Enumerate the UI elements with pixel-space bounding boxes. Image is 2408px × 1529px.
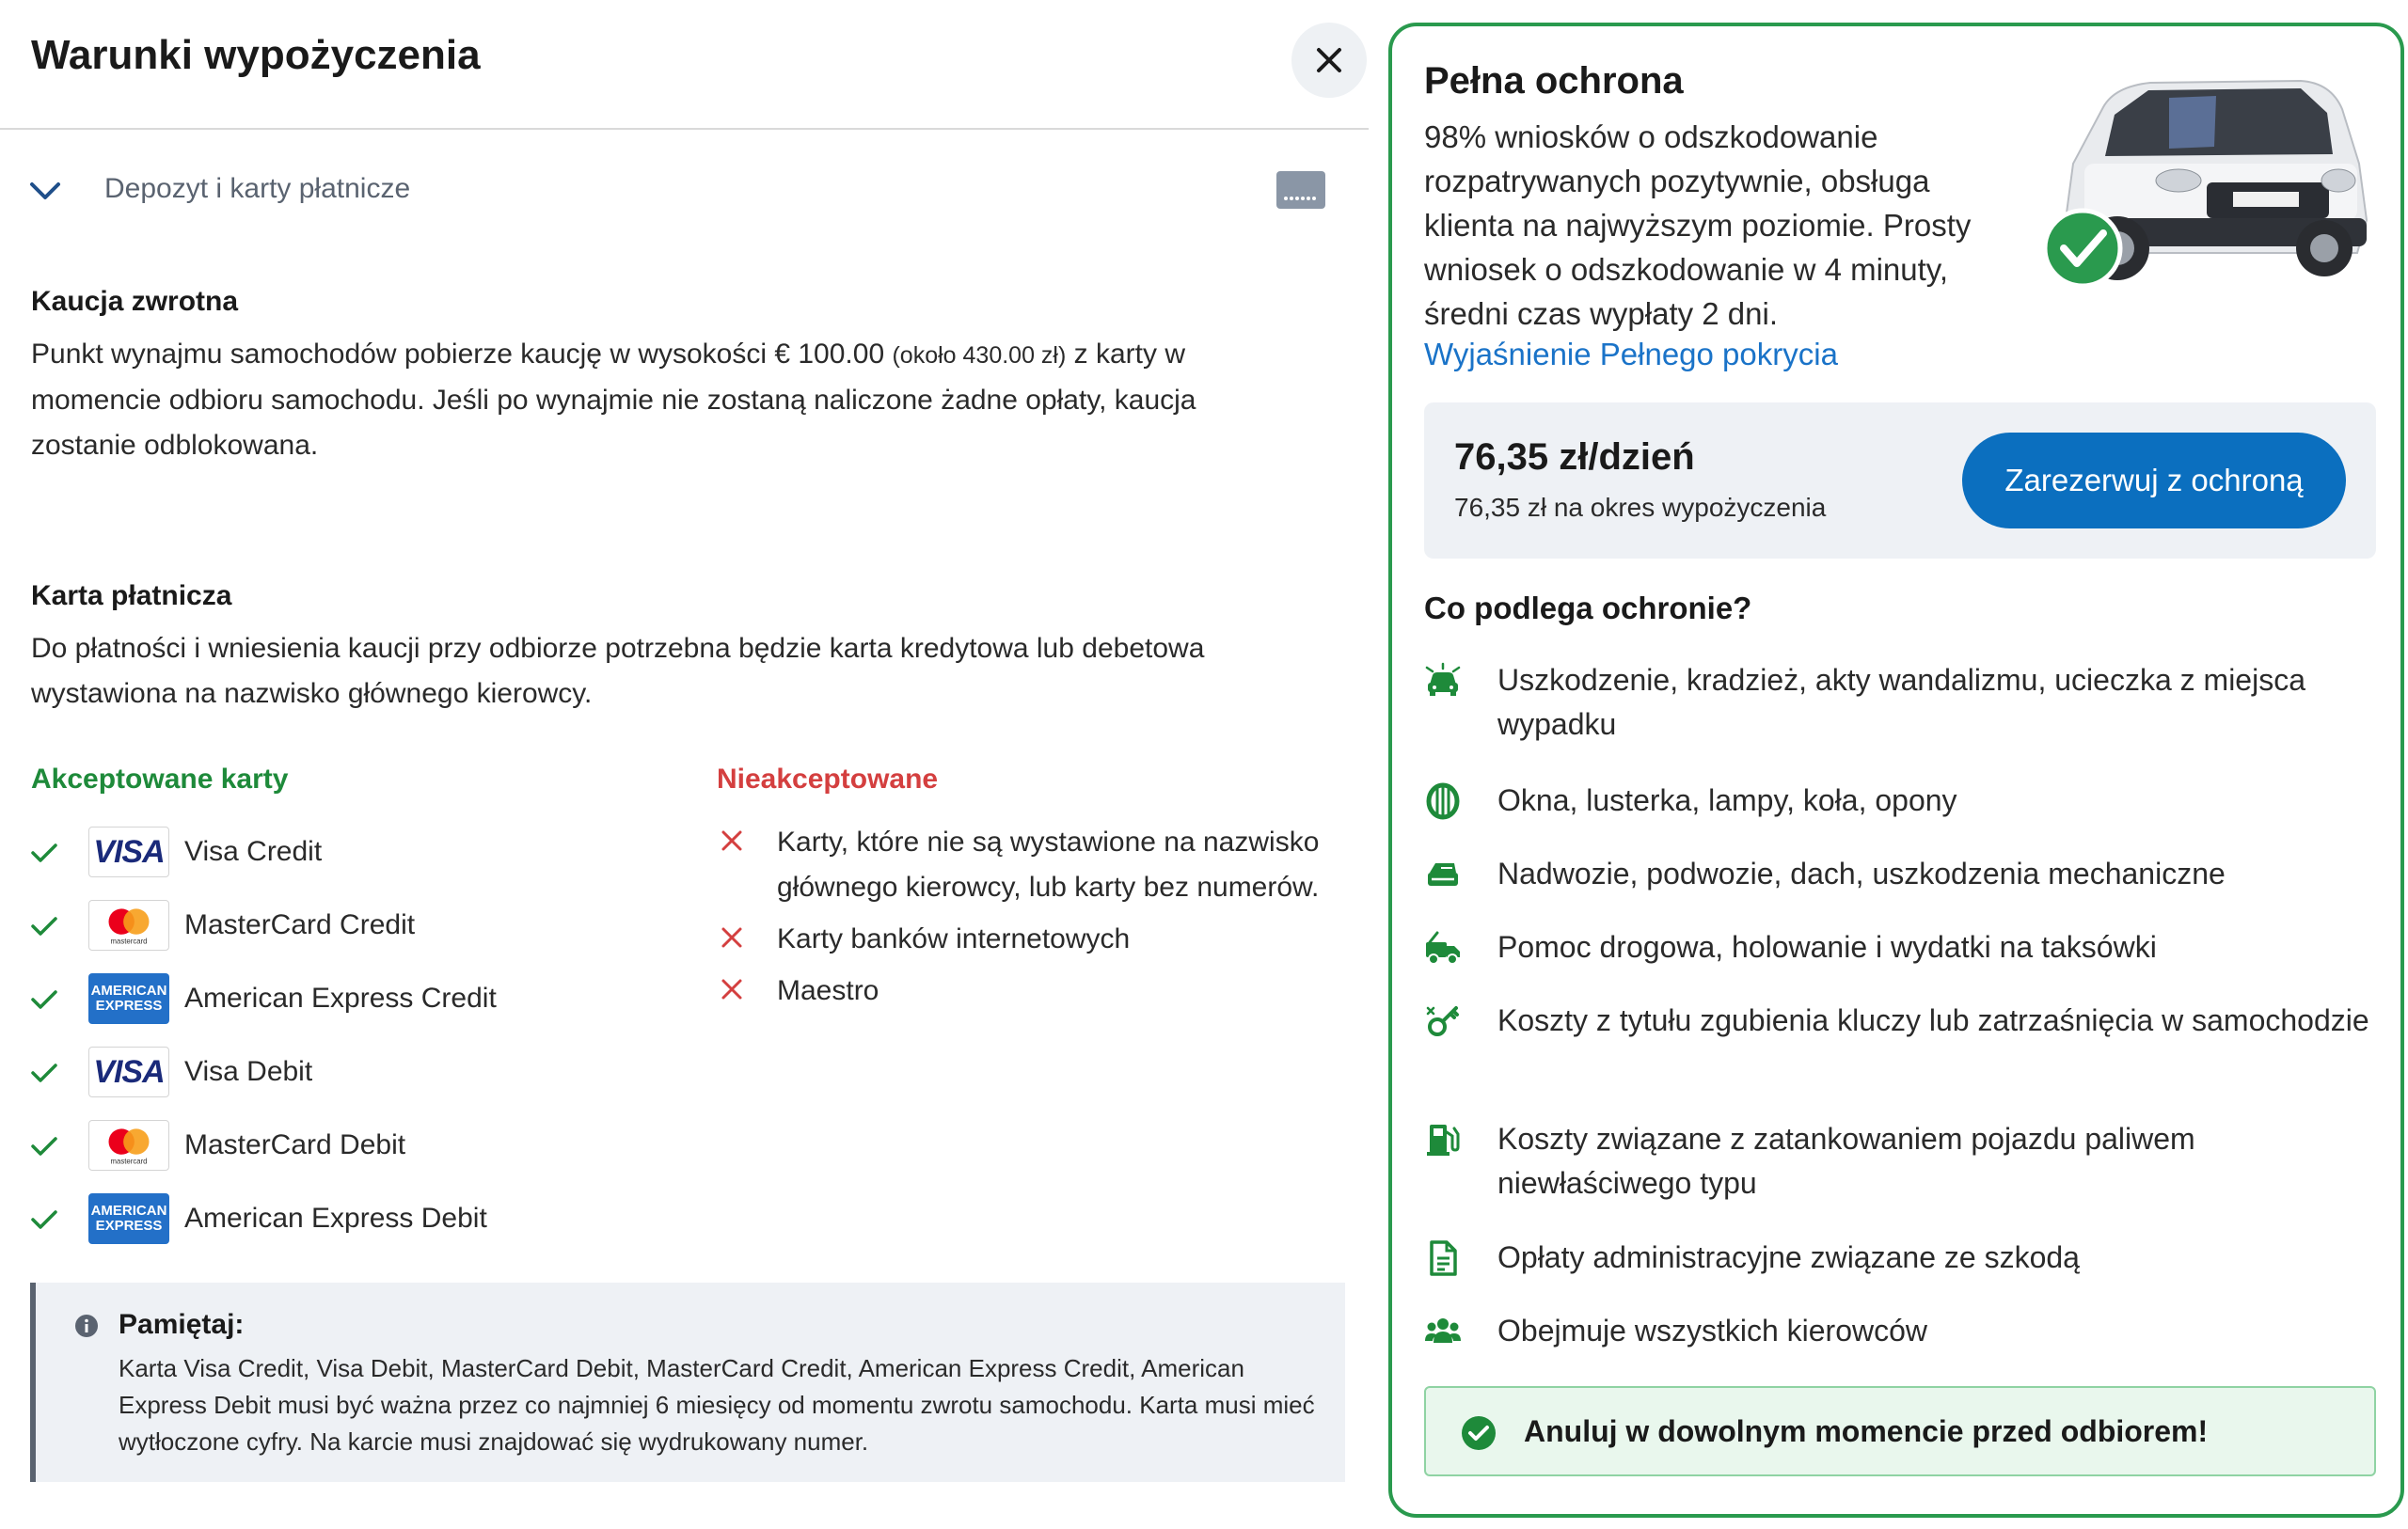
chevron-down-icon[interactable] <box>28 179 62 203</box>
check-icon <box>30 988 58 1011</box>
fuel-pump-icon <box>1424 1121 1462 1159</box>
book-with-protection-button[interactable]: Zarezerwuj z ochroną <box>1962 433 2346 528</box>
cross-icon <box>721 829 743 852</box>
coverage-text: Nadwozie, podwozie, dach, uszkodzenia mechaniczne <box>1497 857 2226 891</box>
payment-card-line2: wystawiona na nazwisko głównego kierowcy. <box>31 678 593 709</box>
visa-logo: VISA <box>88 827 169 877</box>
payment-card-line1: Do płatności i wniesienia kaucji przy odbiorze potrzebna będzie karta kredytowa lub debetowa <box>31 633 1205 664</box>
free-cancellation-banner <box>1424 1386 2376 1476</box>
mastercard-logo <box>88 1120 169 1171</box>
card-label: MasterCard Credit <box>184 909 416 940</box>
deposit-heading: Kaucja zwrotna <box>31 286 239 317</box>
car-image <box>2028 60 2376 305</box>
coverage-text: Uszkodzenie, kradzież, akty wandalizmu, ucieczka z miejsca wypadku <box>1497 663 2305 741</box>
tire-icon <box>1424 782 1462 820</box>
price-total: 76,35 zł na okres wypożyczenia <box>1454 493 1827 522</box>
deposit-text-line3: zostanie odblokowana. <box>31 430 319 461</box>
close-button[interactable] <box>1291 23 1367 98</box>
deposit-text-line1a: Punkt wynajmu samochodów pobierze kaucję w wysokości € 100.00 <box>31 339 885 370</box>
reminder-note <box>30 1283 1345 1482</box>
panel-header <box>0 0 1369 130</box>
tow-truck-icon <box>1424 929 1462 967</box>
accepted-card-item <box>30 1191 689 1246</box>
amex-logo: AMERICAN EXPRESS <box>88 1193 169 1244</box>
svg-text:mastercard: mastercard <box>110 1157 148 1166</box>
payment-card-heading: Karta płatnicza <box>31 580 232 611</box>
check-icon <box>30 842 58 864</box>
coverage-text: Obejmuje wszystkich kierowców <box>1497 1314 1928 1348</box>
rejected-card-item <box>721 917 1370 962</box>
card-label: Visa Credit <box>184 836 323 867</box>
payment-card-text <box>31 626 1204 717</box>
note-title: Pamiętaj: <box>119 1309 245 1340</box>
accepted-card-item <box>30 971 689 1026</box>
check-icon <box>30 915 58 938</box>
svg-text:mastercard: mastercard <box>110 937 148 946</box>
mastercard-logo <box>88 900 169 951</box>
deposit-accordion[interactable] <box>0 150 1369 231</box>
coverage-text: Opłaty administracyjne związane ze szkodą <box>1497 1240 2080 1274</box>
cross-icon <box>721 926 743 949</box>
note-text: Karta Visa Credit, Visa Debit, MasterCard Debit, MasterCard Credit, American Express Credit, American Express Debit musi być ważna przez co najmniej 6 miesięcy od momentu zwrotu samochodu. Karta musi mieć wytłoczone cyfry. Na karcie musi znajdować się wydrukowany numer. <box>119 1354 1315 1456</box>
accepted-cards-heading: Akceptowane karty <box>31 764 289 795</box>
info-icon <box>73 1313 100 1339</box>
check-icon <box>30 1208 58 1231</box>
accepted-card-item <box>30 1045 689 1099</box>
protection-description: 98% wniosków o odszkodowanie rozpatrywanych pozytywnie, obsługa klienta na najwyższym poziomie. Prosty wniosek o odszkodowanie w 4 minuty, średni czas wypłaty 2 dni. <box>1424 119 1972 331</box>
protection-title: Pełna ochrona <box>1424 60 1684 102</box>
price-per-day: 76,35 zł/dzień <box>1454 436 1695 478</box>
rejected-cards-heading: Nieakceptowane <box>717 764 939 795</box>
page-title: Warunki wypożyczenia <box>31 32 481 78</box>
card-label: Visa Debit <box>184 1056 313 1087</box>
cross-icon <box>721 978 743 1001</box>
close-icon <box>1315 46 1343 74</box>
accepted-card-item <box>30 1118 689 1173</box>
check-badge-icon <box>2045 211 2120 286</box>
cancellation-text: Anuluj w dowolnym momencie przed odbiorem! <box>1524 1414 2209 1448</box>
coverage-explanation-link[interactable]: Wyjaśnienie Pełnego pokrycia <box>1424 337 1838 371</box>
rejected-label: Karty, które nie są wystawione na nazwisko głównego kierowcy, lub karty bez numerów. <box>777 827 1320 903</box>
check-icon <box>30 1135 58 1158</box>
deposit-amount-pln: (około 430.00 zł) <box>892 342 1067 369</box>
deposit-text-line1b: z karty w <box>1073 339 1186 370</box>
amex-logo: AMERICAN EXPRESS <box>88 973 169 1024</box>
coverage-text: Okna, lusterka, lampy, koła, opony <box>1497 783 1957 817</box>
rejected-card-item <box>721 820 1370 910</box>
full-protection-card <box>1388 23 2404 1518</box>
card-label: MasterCard Debit <box>184 1129 406 1160</box>
rejected-label: Maestro <box>777 975 879 1006</box>
card-label: American Express Credit <box>184 983 497 1014</box>
rejected-label: Karty banków internetowych <box>777 923 1131 954</box>
visa-logo: VISA <box>88 1047 169 1097</box>
document-icon <box>1424 1239 1462 1277</box>
deposit-text-line2: momencie odbioru samochodu. Jeśli po wynajmie nie zostaną naliczone żadne opłaty, kaucja <box>31 385 1196 416</box>
car-body-icon <box>1424 856 1462 893</box>
accepted-card-item <box>30 825 689 879</box>
car-crash-icon <box>1424 662 1462 700</box>
check-circle-icon <box>1460 1414 1497 1452</box>
card-label: American Express Debit <box>184 1203 487 1234</box>
check-icon <box>30 1062 58 1084</box>
deposit-text <box>31 332 1196 468</box>
price-box <box>1424 402 2376 559</box>
key-icon <box>1424 1002 1462 1040</box>
users-icon <box>1424 1313 1462 1350</box>
rejected-card-item <box>721 969 1370 1014</box>
accepted-card-item <box>30 898 689 953</box>
coverage-text: Koszty związane z zatankowaniem pojazdu paliwem niewłaściwego typu <box>1497 1122 2195 1200</box>
coverage-heading: Co podlega ochronie? <box>1424 591 1752 625</box>
credit-card-icon <box>1276 171 1325 209</box>
coverage-text: Koszty z tytułu zgubienia kluczy lub zatrzaśnięcia w samochodzie <box>1497 1003 2369 1037</box>
coverage-text: Pomoc drogowa, holowanie i wydatki na taksówki <box>1497 930 2157 964</box>
accordion-label[interactable]: Depozyt i karty płatnicze <box>104 173 411 204</box>
